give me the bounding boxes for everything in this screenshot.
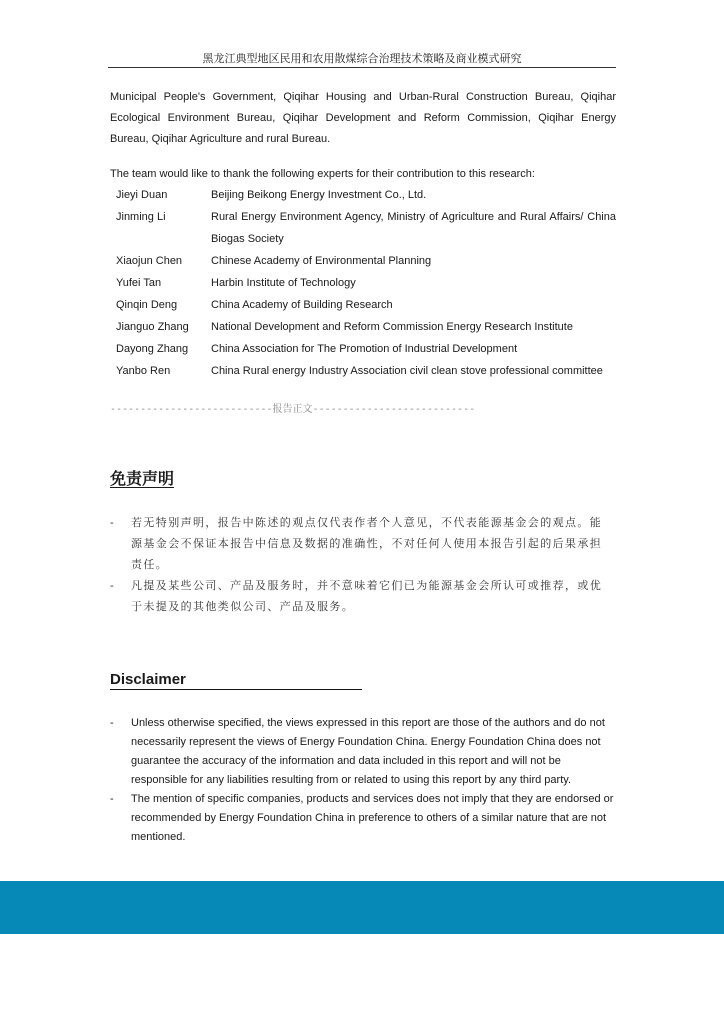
footer-color-band — [0, 881, 724, 934]
en-disclaimer-list — [110, 714, 616, 847]
cn-disclaimer-text: 凡提及某些公司、产品及服务时，并不意味着它们已为能源基金会所认可或推荐，或优于未提及的其他类似公司、产品及服务。 — [131, 579, 603, 613]
expert-row — [110, 338, 616, 360]
expert-row — [110, 272, 616, 294]
list-item — [110, 575, 610, 617]
list-item — [110, 512, 610, 575]
cn-disclaimer-text: 若无特别声明，报告中陈述的观点仅代表作者个人意见，不代表能源基金会的观点。能源基金会不保证本报告中信息及数据的准确性，不对任何人使用本报告引起的后果承担责任。 — [131, 516, 603, 571]
en-disclaimer-heading: Disclaimer — [110, 671, 362, 690]
expert-org: Rural Energy Environment Agency, Ministry of Agriculture and Rural Affairs/ China Biogas Society — [211, 211, 616, 245]
expert-row — [110, 360, 616, 382]
expert-row — [110, 184, 616, 206]
page-header-title: 黑龙江典型地区民用和农用散煤综合治理技术策略及商业模式研究 — [202, 52, 522, 65]
expert-row — [110, 316, 616, 338]
expert-row — [110, 250, 616, 272]
expert-org: China Academy of Building Research — [211, 299, 393, 311]
expert-org: Beijing Beikong Energy Investment Co., Ltd. — [211, 189, 427, 201]
thanks-intro: The team would like to thank the following experts for their contribution to this research: — [110, 168, 535, 180]
expert-name: Dayong Zhang — [116, 343, 189, 355]
expert-name: Xiaojun Chen — [116, 255, 183, 267]
expert-name: Jieyi Duan — [116, 189, 168, 201]
expert-name: Qinqin Deng — [116, 299, 178, 311]
bullet: - — [110, 579, 114, 592]
list-item — [110, 714, 616, 790]
header-rule — [108, 67, 616, 68]
expert-org: National Development and Reform Commission Energy Research Institute — [211, 321, 573, 333]
intro-paragraph: Municipal People's Government, Qiqihar Housing and Urban-Rural Construction Bureau, Qiqihar Ecological Environment Bureau, Qiqihar Development and Reform Commission, Qiqihar Energy Bureau, Qiqihar Agriculture and rural Bureau. — [110, 91, 616, 145]
body-divider: ---------------------------报告正文--------------------------- — [110, 404, 476, 415]
bullet: - — [110, 793, 114, 805]
experts-list — [110, 184, 616, 382]
expert-name: Jianguo Zhang — [116, 321, 189, 333]
expert-name: Jinming Li — [116, 211, 166, 223]
expert-name: Yanbo Ren — [116, 365, 171, 377]
cn-disclaimer-list — [110, 512, 610, 617]
expert-org: China Rural energy Industry Association civil clean stove professional committee — [211, 365, 603, 377]
expert-name: Yufei Tan — [116, 277, 162, 289]
list-item — [110, 790, 616, 847]
bullet: - — [110, 516, 114, 529]
bullet: - — [110, 717, 114, 729]
expert-org: China Association for The Promotion of Industrial Development — [211, 343, 518, 355]
expert-org: Harbin Institute of Technology — [211, 277, 356, 289]
expert-row — [110, 294, 616, 316]
expert-row — [110, 206, 616, 250]
expert-org: Chinese Academy of Environmental Planning — [211, 255, 432, 267]
en-disclaimer-text: The mention of specific companies, products and services does not imply that they are endorsed or recommended by Energy Foundation China in preference to others of a similar nature that are not mentioned. — [131, 793, 614, 843]
en-disclaimer-text: Unless otherwise specified, the views expressed in this report are those of the authors and do not necessarily represent the views of Energy Foundation China. Energy Foundation China does not guarantee the accuracy of the information and data included in this report and will not be responsible for any liabilities resulting from or related to using this report by any third party. — [131, 717, 605, 786]
cn-disclaimer-heading: 免责声明 — [110, 469, 175, 488]
